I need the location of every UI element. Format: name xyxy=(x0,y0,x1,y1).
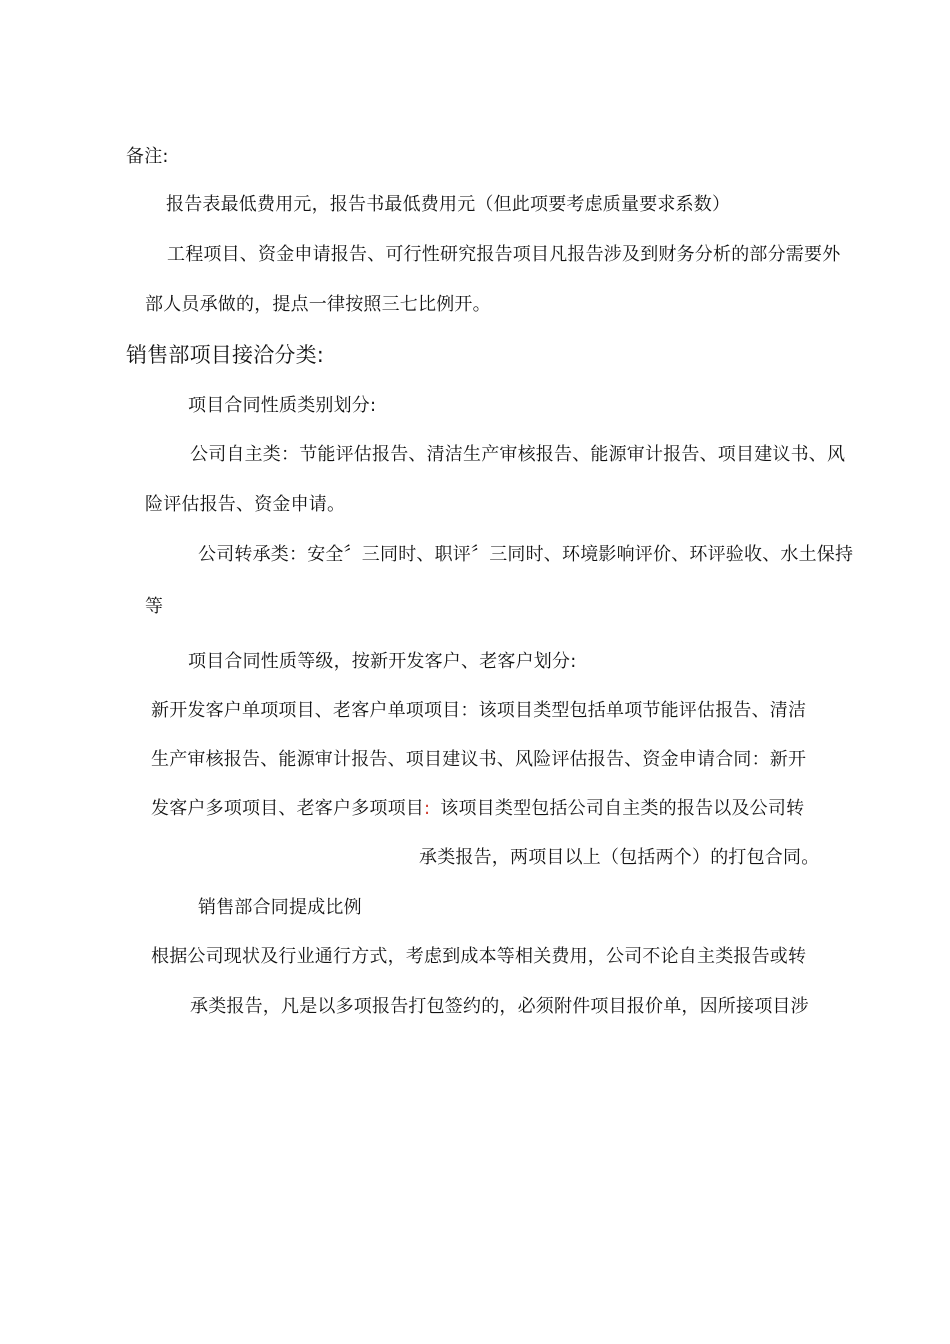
self-category-line-1: 公司自主类：节能评估报告、清洁生产审核报告、能源审计报告、项目建议书、风 xyxy=(190,444,846,465)
client-line-3-colon: : xyxy=(424,798,431,819)
grade-heading: 项目合同性质等级，按新开发客户、老客户划分: xyxy=(188,651,577,672)
finance-line-2: 部人员承做的，提点一律按照三七比例开。 xyxy=(145,294,491,315)
transfer-category-line-2: 等 xyxy=(145,596,164,617)
client-line-3-part-b: 该项目类型包括公司自主类的报告以及公司转 xyxy=(440,798,805,819)
ratio-line-2: 承类报告，凡是以多项报告打包签约的，必须附件项目报价单，因所接项目涉 xyxy=(190,996,809,1017)
client-line-3-part-a: 发客户多项项目、老客户多项项目 xyxy=(151,798,424,819)
client-line-1: 新开发客户单项项目、老客户单项项目：该项目类型包括单项节能评估报告、清洁 xyxy=(151,700,807,721)
fee-line: 报告表最低费用元，报告书最低费用元（但此项要考虑质量要求系数） xyxy=(166,194,731,215)
self-category-line-2: 险评估报告、资金申请。 xyxy=(145,494,346,515)
client-line-2: 生产审核报告、能源审计报告、项目建议书、风险评估报告、资金申请合同：新开 xyxy=(151,749,807,770)
section-title: 销售部项目接洽分类: xyxy=(126,343,325,367)
client-line-3 xyxy=(151,797,804,821)
transfer-category-line-1: 公司转承类：安全〞三同时、职评〞三同时、环境影响评价、环评验收、水土保持 xyxy=(198,544,854,565)
client-line-4: 承类报告，两项目以上（包括两个）的打包合同。 xyxy=(419,847,820,868)
ratio-line-1: 根据公司现状及行业通行方式，考虑到成本等相关费用，公司不论自主类报告或转 xyxy=(151,946,807,967)
ratio-heading: 销售部合同提成比例 xyxy=(198,897,362,918)
finance-line-1: 工程项目、资金申请报告、可行性研究报告项目凡报告涉及到财务分析的部分需要外 xyxy=(167,244,841,265)
note-label: 备注: xyxy=(126,146,169,167)
nature-heading: 项目合同性质类别划分: xyxy=(188,395,377,416)
